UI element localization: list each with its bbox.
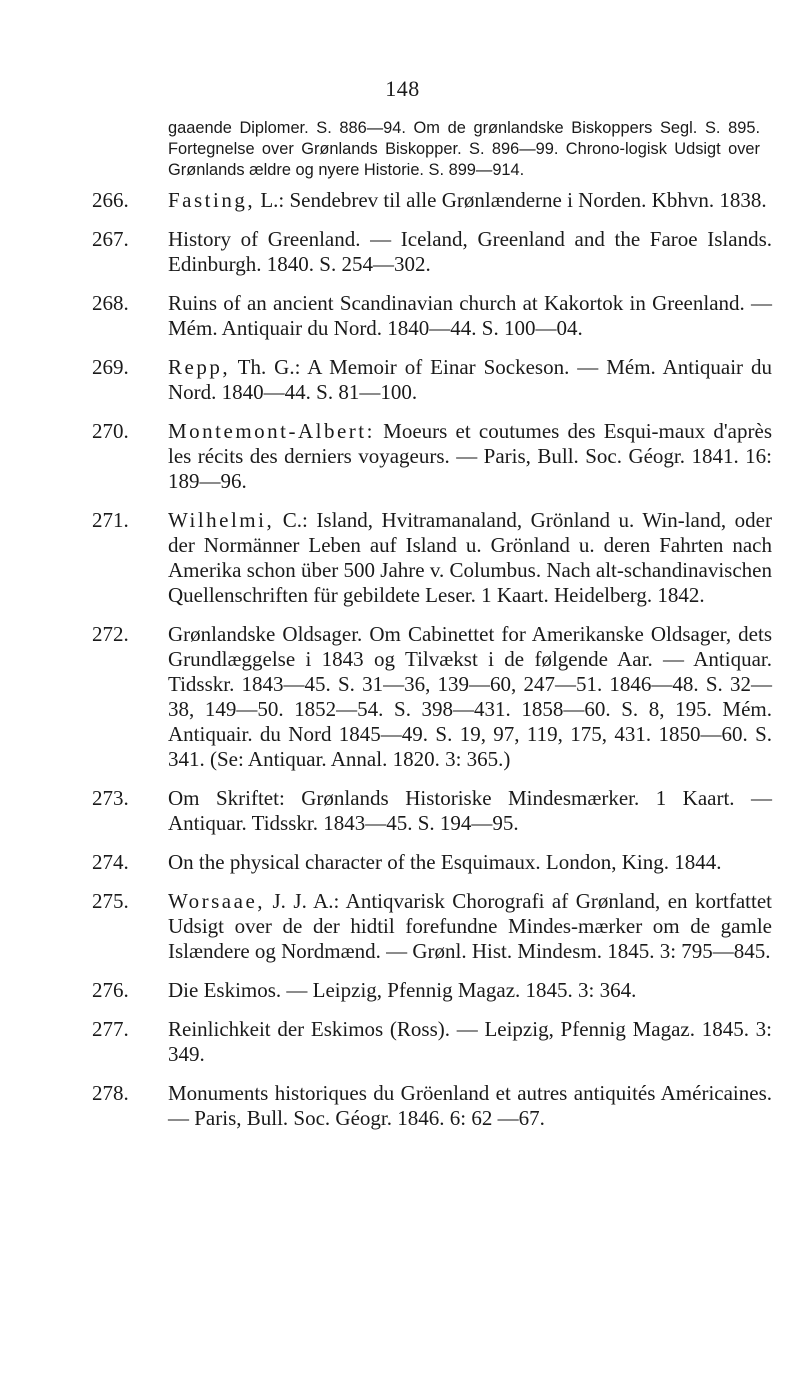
entry-number: 271. (92, 508, 129, 532)
entry-number: 270. (92, 419, 129, 443)
bibliography-entry (92, 978, 772, 1003)
entry-number: 276. (92, 978, 129, 1002)
entry-text: On the physical character of the Esquimaux. London, King. 1844. (168, 850, 722, 874)
entry-author: Fasting, (168, 188, 256, 212)
entry-number: 267. (92, 227, 129, 251)
entry-text: History of Greenland. — Iceland, Greenland and the Faroe Islands. Edinburgh. 1840. S. 254—302. (168, 227, 772, 276)
entry-text: Reinlichkeit der Eskimos (Ross). — Leipzig, Pfennig Magaz. 1845. 3: 349. (168, 1017, 772, 1066)
bibliography-entry (92, 889, 772, 964)
entry-author: Worsaae, (168, 889, 266, 913)
entry-number: 275. (92, 889, 129, 913)
bibliography-list (92, 188, 772, 1145)
entry-text: Om Skriftet: Grønlands Historiske Mindesmærker. 1 Kaart. — Antiquar. Tidsskr. 1843—45. S. 194—95. (168, 786, 772, 835)
entry-number: 266. (92, 188, 129, 212)
bibliography-entry (92, 355, 772, 405)
entry-text: Ruins of an ancient Scandinavian church at Kakortok in Greenland. — Mém. Antiquair du Nord. 1840—44. S. 100—04. (168, 291, 772, 340)
entry-number: 274. (92, 850, 129, 874)
bibliography-entry (92, 786, 772, 836)
entry-number: 269. (92, 355, 129, 379)
bibliography-entry (92, 419, 772, 494)
bibliography-entry (92, 508, 772, 608)
entry-number: 272. (92, 622, 129, 646)
entry-text: Die Eskimos. — Leipzig, Pfennig Magaz. 1845. 3: 364. (168, 978, 637, 1002)
continued-entry-text: gaaende Diplomer. S. 886—94. Om de grønlandske Biskoppers Segl. S. 895. Fortegnelse over Grønlands Biskopper. S. 896—99. Chrono-logisk Udsigt over Grønlands ældre og nyere Historie. S. 899—914. (168, 119, 760, 179)
page-number: 148 (385, 76, 420, 101)
entry-number: 273. (92, 786, 129, 810)
entry-author: Montemont-Albert: (168, 419, 375, 443)
entry-text: Moeurs et coutumes des Esqui-maux d'après les récits des derniers voyageurs. — Paris, Bull. Soc. Géogr. 1841. 16: 189—96. (168, 419, 772, 493)
entry-number: 268. (92, 291, 129, 315)
entry-number: 278. (92, 1081, 129, 1105)
entry-text: J. J. A.: Antiqvarisk Chorografi af Grønland, en kortfattet Udsigt over de der hidtil forefundne Mindes-mærker om de gamle Islændere og Nordmænd. — Grønl. Hist. Mindesm. 1845. 3: 795—845. (168, 889, 772, 963)
entry-number: 277. (92, 1017, 129, 1041)
bibliography-entry (92, 188, 772, 213)
entry-author: Repp, (168, 355, 231, 379)
entry-text: Th. G.: A Memoir of Einar Sockeson. — Mém. Antiquair du Nord. 1840—44. S. 81—100. (168, 355, 772, 404)
entry-author: Wilhelmi, (168, 508, 275, 532)
bibliography-entry (92, 622, 772, 772)
bibliography-entry (92, 850, 772, 875)
bibliography-entry (92, 291, 772, 341)
entry-text: Monuments historiques du Gröenland et autres antiquités Américaines. — Paris, Bull. Soc. Géogr. 1846. 6: 62 —67. (168, 1081, 772, 1130)
entry-text: C.: Island, Hvitramanaland, Grönland u. Win-land, oder der Normänner Leben auf Island u. Grönland u. deren Fahrten nach Amerika schon über 500 Jahre v. Columbus. Nach alt-schandinavischen Quellenschriften für gebildete Leser. 1 Kaart. Heidelberg. 1842. (168, 508, 772, 607)
entry-text: Grønlandske Oldsager. Om Cabinettet for Amerikanske Oldsager, dets Grundlæggelse i 1843 og Tilvækst i de følgende Aar. — Antiquar. Tidsskr. 1843—45. S. 31—36, 139—60, 247—51. 1846—48. S. 32—38, 149—50. 1852—54. S. 398—431. 1858—60. S. 8, 195. Mém. Antiquair. du Nord 1845—49. S. 19, 97, 119, 175, 431. 1850—60. S. 341. (Se: Antiquar. Annal. 1820. 3: 365.) (168, 622, 772, 771)
bibliography-entry (92, 1017, 772, 1067)
bibliography-entry (92, 227, 772, 277)
bibliography-entry (92, 1081, 772, 1131)
entry-text: L.: Sendebrev til alle Grønlænderne i Norden. Kbhvn. 1838. (255, 188, 767, 212)
